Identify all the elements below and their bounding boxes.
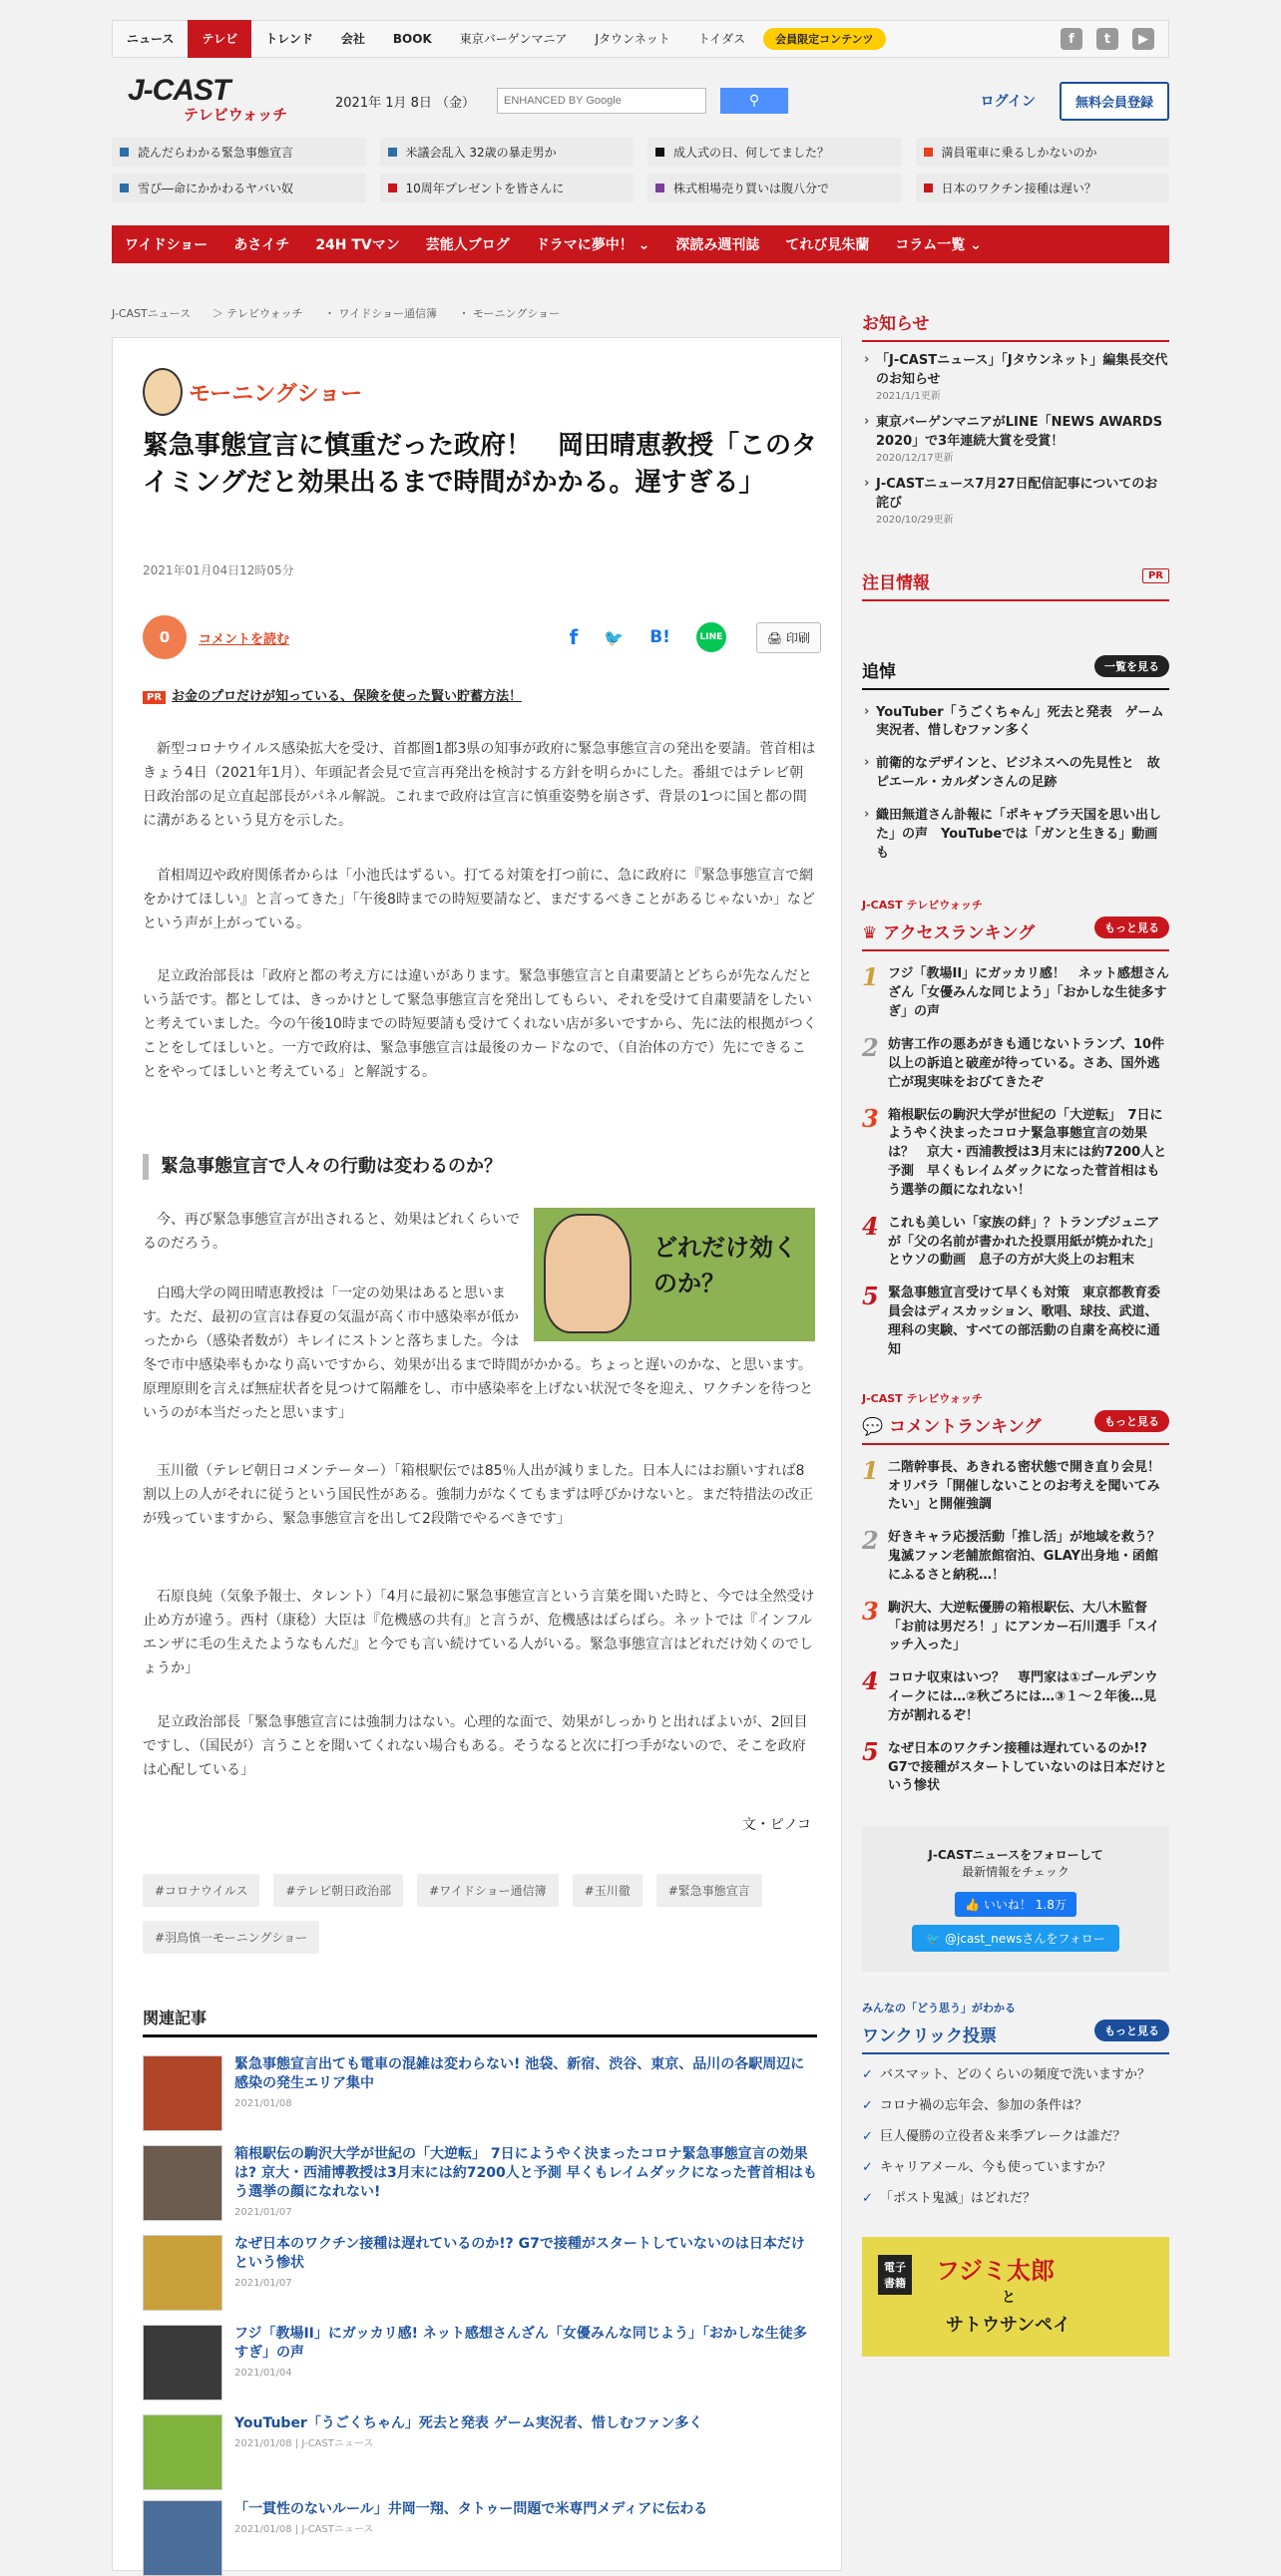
ranking-item[interactable]: 1 二階幹事長、あきれる密状態で開き直り会見！オリパラ「開催しないことのお考えを聞いてみたい」と開催強調 xyxy=(862,1455,1161,1513)
notice-item[interactable]: › J-CASTニュース7月27日配信記事についてのお詫び 2020/10/29更新 xyxy=(862,476,1169,528)
nav-24htv[interactable]: 24H TVマン xyxy=(315,237,400,253)
site-header xyxy=(112,72,1169,130)
ticker-item[interactable]: 雪ぴ―命にかかわるヤバい奴 xyxy=(112,174,366,202)
facebook-icon[interactable]: f xyxy=(1061,28,1082,50)
search-button[interactable] xyxy=(720,88,788,114)
vote-more-button[interactable]: もっと見る xyxy=(1094,2020,1169,2041)
paragraph: 首相周辺や政府関係者からは「小池氏はずるい。打てる対策を打つ前に、急に政府に『緊急事態宣言で網をかけてほしい』と言ってきた」「午後8時までの時短要請など、まだするべきことがあるじゃないか」などという声が上がっている。 xyxy=(143,868,815,932)
attention-heading: 注目情報 PR xyxy=(862,568,1169,601)
ticker-item[interactable]: 読んだらわかる緊急事態宣言 xyxy=(112,138,366,167)
access-subheading: J-CAST テレビウォッチ xyxy=(862,899,983,913)
comment-count-icon[interactable]: 0 xyxy=(143,615,187,659)
register-button[interactable]: 無料会員登録 xyxy=(1060,82,1169,121)
notice-heading: お知らせ xyxy=(862,309,1169,342)
pr-link[interactable]: PR お金のプロだけが知っている、保険を使った賢い貯蓄方法！ xyxy=(143,685,522,704)
nav-terebi-mishuran[interactable]: てれび見朱蘭 xyxy=(785,237,870,253)
author-signature: 文・ピノコ xyxy=(741,1817,811,1833)
line-share-icon[interactable]: LINE xyxy=(696,622,726,652)
related-article[interactable]: 緊急事態宣言出ても電車の混雑は変わらない! 池袋、新宿、渋谷、東京、品川の各駅周辺に感染の発生エリア集中 2021/01/08 xyxy=(143,2055,817,2131)
comment-subheading: J-CAST テレビウォッチ xyxy=(862,1391,983,1405)
speech-bubble-icon: 💬 xyxy=(862,1416,884,1437)
pr-badge: PR xyxy=(143,691,166,704)
vote-item[interactable]: ✓ キャリアメール、今も使っていますか？ xyxy=(862,2159,1169,2178)
ranking-item[interactable]: 2 好きキャラ応援活動「推し活」が地域を救う？ 鬼滅ファン老舗旅館宿泊、GLAY出身地・函館にふるさと納税…！ xyxy=(862,1526,1174,1583)
topnav-bargain[interactable]: 東京バーゲンマニア xyxy=(459,32,568,46)
section-heading: 緊急事態宣言で人々の行動は変わるのか？ xyxy=(143,1154,817,1180)
tag[interactable]: #コロナウイルス xyxy=(143,1874,259,1907)
ranking-item[interactable]: 2 妨害工作の悪あがきも通じないトランプ、10件以上の訴追と破産が待っている。さあ、国外逃亡が現実味をおびてきたぞ xyxy=(862,1033,1165,1090)
ticker-item[interactable]: 10周年プレゼントを皆さんに xyxy=(380,174,635,202)
paragraph: 玉川徹（テレビ朝日コメンテーター）「箱根駅伝では85％人出が減りました。日本人にはお願いすれば8割以上の人がそれに従うという国民性がある。強制力がなくてもまずは呼びかけないと。まだ特措法の改正が残っていますから、緊急事態宣言を出して2段階でやるべきです」 xyxy=(143,1463,813,1528)
tag[interactable]: #ワイドショー通信簿 xyxy=(417,1874,558,1907)
paragraph: 足立政治部長は「政府と都の考え方には違いがあります。緊急事態宣言と自粛要請とどちらが先なんだという話です。都としては、きっかけとして緊急事態宣言を発出してもらい、それを受けて自粛要請をしたいと考えていました。今の午後10時までの時短要請も受けてくれない店が多いですから、先に法的根拠がつくことをしてほしいと。一方で政府は、緊急事態宣言は最後のカードなので、（自治体の方で）先にできることをやってほしいと考えている」と解説する。 xyxy=(143,968,817,1081)
nav-drama[interactable]: ドラマに夢中！ ⌄ xyxy=(535,237,650,253)
breadcrumb-item[interactable]: J-CASTニュース xyxy=(112,307,192,320)
related-article[interactable]: YouTuber「うごくちゃん」死去と発表 ゲーム実況者、惜しむファン多く 2021/01/08 | J-CASTニュース xyxy=(143,2414,817,2490)
vote-heading: ワンクリック投票 もっと見る xyxy=(862,2022,1169,2054)
topnav-jtown[interactable]: Jタウンネット xyxy=(595,32,670,46)
paragraph: 白鴎大学の岡田晴恵教授は「一定の効果はあると思います。ただ、最初の宣言は春夏の気温が高く市中感染率が低かったから（感染者数が）キレイにストンと落ちました。今は冬で市中感染率もかなり高いですから、効果が出るまで時間がかかる。ちょっと遅いのかな、と思います。原理原則を言えば無症状者を見つけて隔離をし、市中感染率を上げない状況で冬を迎え、ワクチンを待つというのが本当だったと思います」 xyxy=(143,1286,814,1422)
printer-icon: 🖨 xyxy=(766,630,783,645)
related-article[interactable]: なぜ日本のワクチン接種は遅れているのか!? G7で接種がスタートしていないのは日本だけという惨状 2021/01/07 xyxy=(143,2235,817,2311)
related-thumbnail xyxy=(143,2235,222,2311)
tag[interactable]: #緊急事態宣言 xyxy=(656,1874,762,1907)
facebook-like-button[interactable]: 👍 いいね！ 1.8万 xyxy=(955,1892,1076,1917)
nav-asaichi[interactable]: あさイチ xyxy=(233,237,290,253)
login-link[interactable]: ログイン xyxy=(980,94,1036,110)
ebook-banner[interactable]: 電子書籍 フジミ太郎 と サトウサンペイ xyxy=(862,2237,1169,2357)
vote-item[interactable]: ✓ コロナ禍の忘年会、参加の条件は？ xyxy=(862,2097,1169,2116)
headline-ticker xyxy=(112,138,1169,202)
related-thumbnail xyxy=(143,2055,222,2131)
related-article[interactable]: 「一貫性のないルール」井岡一翔、タトゥー問題で米専門メディアに伝わる 2021/01/08 | J-CASTニュース xyxy=(143,2500,817,2576)
ticker-item[interactable]: 米議会乱入 32歳の暴走男か xyxy=(380,138,635,167)
sidebar xyxy=(862,309,1174,2357)
read-comments-link[interactable]: コメントを読む xyxy=(199,631,290,647)
twitter-follow-button[interactable]: 🐦 @jcast_newsさんをフォロー xyxy=(912,1925,1118,1952)
ranking-item[interactable]: 5 緊急事態宣言受けて早くも対策 東京都教育委員会はディスカッション、歌唱、球技、武道、理科の実験、すべての部活動の自粛を高校に通知 xyxy=(862,1282,1161,1357)
illustration-image: どれだけ効くのか？ xyxy=(534,1208,815,1341)
nav-wideshow[interactable]: ワイドショー xyxy=(125,237,209,253)
topnav-trend[interactable]: トレンド xyxy=(265,32,313,46)
tag-list xyxy=(143,1874,821,1954)
category-nav xyxy=(112,225,1169,263)
print-button[interactable]: 🖨 印刷 xyxy=(756,622,821,653)
obituary-item[interactable]: › 織田無道さん訃報に「ポキャブラ天国を思い出した」の声 YouTubeでは「ガンと生きる」動画も xyxy=(862,807,1169,864)
related-thumbnail xyxy=(143,2414,222,2490)
top-nav xyxy=(112,20,1169,58)
article-title: 緊急事態宣言に慎重だった政府！ 岡田晴恵教授「このタイミングだと効果出るまで時間がかかる。遅すぎる」 xyxy=(143,431,818,498)
twitter-share-icon[interactable]: 🐦 xyxy=(604,627,625,647)
host-face-icon xyxy=(143,368,183,416)
vote-subheading: みんなの「どう思う」がわかる xyxy=(862,2002,1016,2016)
topnav-book[interactable]: BOOK xyxy=(392,32,432,46)
pr-badge: PR xyxy=(1142,568,1169,583)
topnav-tv[interactable]: テレビ xyxy=(188,20,251,58)
nav-weekly[interactable]: 深読み週刊誌 xyxy=(675,237,760,253)
vote-item[interactable]: ✓ 巨人優勝の立役者＆来季ブレークは誰だ？ xyxy=(862,2128,1169,2147)
ranking-item[interactable]: 1 フジ「教場II」にガッカリ感！ ネット感想さんざん「女優みんな同じよう」「おかしな生徒多すぎ」の声 xyxy=(862,962,1169,1020)
obituary-more-button[interactable]: 一覧を見る xyxy=(1094,655,1169,677)
tag[interactable]: #羽鳥慎一モーニングショー xyxy=(143,1921,319,1954)
ticker-item[interactable]: 株式相場売り買いは腹八分で xyxy=(647,174,902,202)
member-only-badge[interactable]: 会員限定コンテンツ xyxy=(763,28,885,50)
follow-box: J-CASTニュースをフォローして 最新情報をチェック 👍 いいね！ 1.8万 🐦 @jcast_newsさんをフォロー xyxy=(862,1826,1169,1972)
paragraph: 新型コロナウイルス感染拡大を受け、首都圏1都3県の知事が政府に緊急事態宣言の発出を要請。菅首相はきょう4日（2021年1月）、年頭記者会見で宣言再発出を検討する方針を明らかにした。番組ではテレビ朝日政治部の足立直起部長がパネル解説。これまで政府は宣言に慎重姿勢を崩さず、背景の1つに国と都の間に溝があるという見方を示した。 xyxy=(143,741,816,830)
nav-columns[interactable]: コラム一覧 ⌄ xyxy=(895,237,982,253)
ticker-item[interactable]: 成人式の日、何してました？ xyxy=(647,138,902,167)
related-thumbnail xyxy=(143,2145,222,2221)
notice-item[interactable]: › 「J-CASTニュース」「Jタウンネット」編集長交代のお知らせ 2021/1/1更新 xyxy=(862,352,1169,404)
ticker-item[interactable]: 日本のワクチン接種は遅い？ xyxy=(916,174,1170,202)
vote-item[interactable]: ✓ バスマット、どのくらいの頻度で洗いますか？ xyxy=(862,2066,1169,2085)
breadcrumb-item[interactable]: ・ ワイドショー通信簿 xyxy=(324,307,437,320)
related-heading: 関連記事 xyxy=(143,2006,817,2037)
paragraph: 今、再び緊急事態宣言が出されると、効果はどれくらいでるのだろう。 xyxy=(143,1212,520,1253)
topnav-news[interactable]: ニュース xyxy=(127,32,175,46)
access-ranking-heading: ♛ アクセスランキング もっと見る xyxy=(862,919,1169,951)
ranking-item[interactable]: 5 なぜ日本のワクチン接種は遅れているのか!? G7で接種がスタートしていないのは日本だけという惨状 xyxy=(862,1736,1167,1794)
access-more-button[interactable]: もっと見る xyxy=(1094,917,1169,938)
ranking-item[interactable]: 4 これも美しい「家族の絆」？トランプジュニアが「父の名前が書かれた投票用紙が焼かれた」とウソの動画 息子の方が大炎上のお粗末 xyxy=(862,1211,1161,1269)
program-label[interactable]: モーニングショー xyxy=(143,368,362,416)
obituary-item[interactable]: › 前衛的なデザインと、ビジネスへの先見性と 故ピエール・カルダンさんの足跡 xyxy=(862,755,1169,793)
paragraph-wrap xyxy=(143,1282,817,1425)
related-thumbnail xyxy=(143,2500,222,2576)
article-date: 2021年01月04日12時05分 xyxy=(143,563,294,577)
search-icon: ⚲ xyxy=(748,93,760,109)
nav-celeb-blog[interactable]: 芸能人ブログ xyxy=(425,237,510,253)
article-container xyxy=(112,337,842,2571)
vote-item[interactable]: ✓ 「ポスト鬼滅」はどれだ？ xyxy=(862,2190,1169,2209)
related-thumbnail xyxy=(143,2325,222,2400)
current-date: 2021年 1月 8日 （金） xyxy=(335,95,476,111)
breadcrumb-item[interactable]: ・ モーニングショー xyxy=(458,307,561,320)
ticker-item[interactable]: 満員電車に乗るしかないのか xyxy=(916,138,1170,167)
tag[interactable]: #玉川徹 xyxy=(573,1874,642,1907)
breadcrumb-item[interactable]: ＞ テレビウォッチ xyxy=(212,307,303,320)
hatena-bookmark-icon[interactable]: B! xyxy=(649,627,670,647)
notice-item[interactable]: › 東京バーゲンマニアがLINE「NEWS AWARDS 2020」で3年連続大賞を受賞！ 2020/12/17更新 xyxy=(862,414,1169,466)
comment-more-button[interactable]: もっと見る xyxy=(1094,1410,1169,1432)
paragraph: 足立政治部長「緊急事態宣言には強制力はない。心理的な面で、効果がしっかりと出ればよいが、2回目ですし、（国民が）言うことを聞いてくれない場合もある。そうなると次に打つ手がないので、そこを政府は心配している」 xyxy=(143,1714,808,1779)
search-box xyxy=(497,88,788,114)
crown-icon: ♛ xyxy=(862,923,878,944)
sns-buttons xyxy=(570,622,726,652)
youtube-icon[interactable]: ▶ xyxy=(1132,28,1154,50)
topnav-company[interactable]: 会社 xyxy=(340,32,365,46)
site-logo[interactable]: J-CAST テレビウォッチ xyxy=(128,74,288,124)
search-input[interactable] xyxy=(497,88,706,114)
obituary-item[interactable]: › YouTuber「うごくちゃん」死去と発表 ゲーム実況者、惜しむファン多く xyxy=(862,704,1169,742)
tag[interactable]: #テレビ朝日政治部 xyxy=(273,1874,403,1907)
obituary-heading: 追悼 一覧を見る xyxy=(862,657,1169,690)
related-article[interactable]: 箱根駅伝の駒沢大学が世紀の「大逆転」 7日にようやく決まったコロナ緊急事態宣言の効果は? 京大・西浦博教授は3月末には約7200人と予測 早くもレイムダックになった菅首相はもう選挙の顔になれない! 2021/01/07 xyxy=(143,2145,817,2221)
share-bar xyxy=(143,615,821,659)
topnav-toidas[interactable]: トイダス xyxy=(697,32,746,46)
related-article[interactable]: フジ「教場II」にガッカリ感! ネット感想さんざん「女優みんな同じよう」「おかしな生徒多すぎ」の声 2021/01/04 xyxy=(143,2325,817,2400)
ranking-item[interactable]: 3 箱根駅伝の駒沢大学が世紀の「大逆転」 7日にようやく決まったコロナ緊急事態宣言の効果は？ 京大・西浦教授は3月末には約7200人と予測 早くもレイムダックになった菅首相はもう選挙の顔になれない！ xyxy=(862,1103,1167,1198)
social-links xyxy=(1061,28,1168,50)
twitter-icon[interactable]: t xyxy=(1096,28,1118,50)
comment-ranking-heading: 💬 コメントランキング もっと見る xyxy=(862,1412,1169,1445)
ranking-item[interactable]: 3 駒沢大、大逆転優勝の箱根駅伝、大八木監督「お前は男だろ！」にアンカー石川選手「スイッチ入った」 xyxy=(862,1596,1160,1654)
ranking-item[interactable]: 4 コロナ収束はいつ？ 専門家は①ゴールデンウイークには…②秋ごろには…③１～２年後…見方が割れるぞ！ xyxy=(862,1666,1158,1723)
facebook-share-icon[interactable]: f xyxy=(569,625,579,649)
paragraph: 石原良純（気象予報士、タレント）「4月に最初に緊急事態宣言という言葉を聞いた時と、今では全然受け止め方が違う。西村（康稔）大臣は『危機感の共有』と言うが、危機感はばらばら。ネットでは『インフルエンザに毛の生えたようなもんだ』と今でも言い続けている人がいる。緊急事態宣言はどれだけ効くのでしょうか」 xyxy=(143,1589,815,1677)
